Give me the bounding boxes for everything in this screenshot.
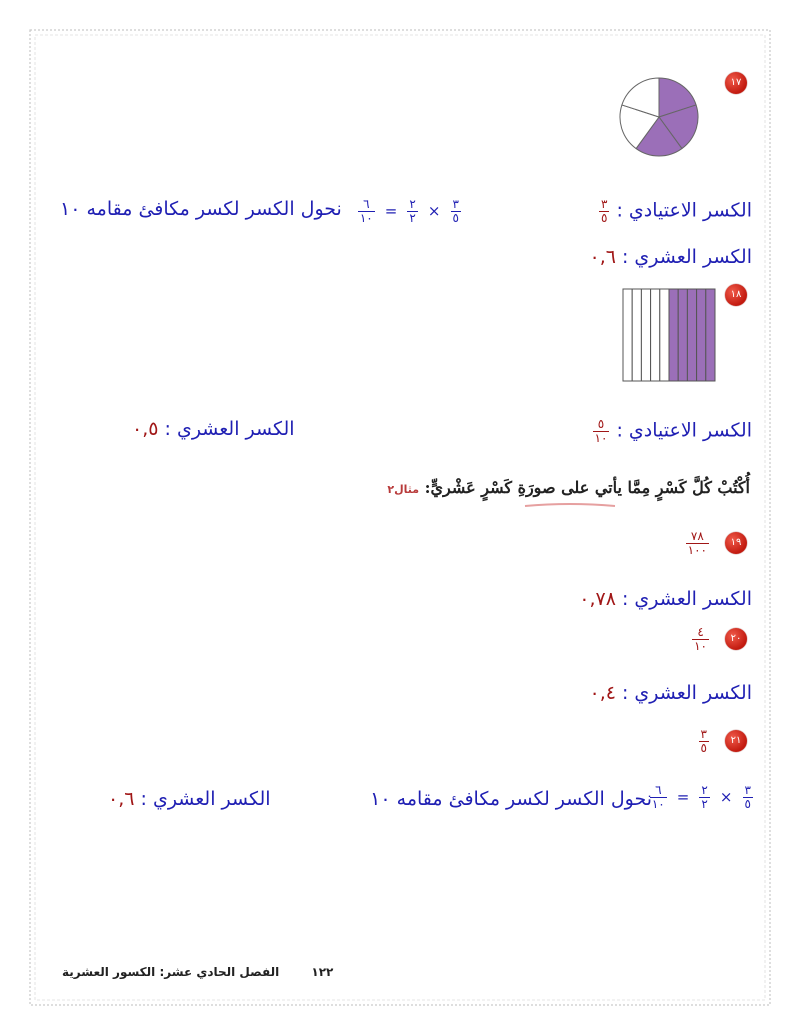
p17-eq-multiplier: $\frac{٢}{٢}$ bbox=[409, 197, 416, 225]
strip-empty bbox=[632, 289, 641, 381]
p18-answer-line bbox=[592, 418, 752, 444]
problem-badge-21: ٢١ bbox=[725, 730, 747, 752]
heading-underline bbox=[520, 500, 620, 510]
p18-common-fraction: $\frac{٥}{١٠}$ bbox=[594, 417, 608, 445]
strip-shaded bbox=[669, 289, 678, 381]
problem-badge-18: ١٨ bbox=[725, 284, 747, 306]
p17-note: نحول الكسر لكسر مكافئ مقامه ١٠ bbox=[60, 198, 342, 220]
strip-empty bbox=[660, 289, 669, 381]
p18-common-label: الكسر الاعتيادي : bbox=[616, 419, 752, 442]
p19-decimal-value: ٠,٧٨ bbox=[579, 588, 616, 610]
p21-decimal-value: ٠,٦ bbox=[108, 788, 135, 810]
strip-shaded bbox=[678, 289, 687, 381]
p17-decimal-value: ٠,٦ bbox=[589, 246, 616, 268]
problem-badge-19: ١٩ bbox=[725, 532, 747, 554]
p21-decimal-line bbox=[108, 790, 271, 809]
strip-shaded bbox=[687, 289, 696, 381]
p18-decimal-value: ٠,٥ bbox=[132, 418, 159, 440]
p21-eq-multiplier: $\frac{٢}{٢}$ bbox=[701, 783, 708, 811]
problem-badge-17: ١٧ bbox=[725, 72, 747, 94]
p21-note: نحول الكسر لكسر مكافئ مقامه ١٠ bbox=[370, 788, 652, 810]
exercise-heading bbox=[387, 478, 750, 497]
footer-page-number: ١٢٢ bbox=[311, 965, 334, 979]
p17-eq-result: $\frac{٦}{١٠}$ bbox=[359, 197, 373, 225]
p17-common-fraction: $\frac{٣}{٥}$ bbox=[600, 197, 608, 225]
p19-fraction-line bbox=[685, 530, 710, 556]
strip-empty bbox=[623, 289, 632, 381]
p21-fraction: $\frac{٣}{٥}$ bbox=[700, 727, 707, 755]
p17-decimal-label: الكسر العشري : bbox=[621, 246, 752, 268]
p20-fraction-line bbox=[691, 626, 710, 652]
p19-decimal-label: الكسر العشري : bbox=[621, 588, 752, 610]
p18-decimal-label: الكسر العشري : bbox=[164, 418, 295, 440]
footer-title: الكسور العشرية bbox=[62, 965, 156, 979]
p18-decimal-line bbox=[132, 420, 295, 439]
p20-decimal-label: الكسر العشري : bbox=[621, 682, 752, 704]
heading-text: أُكْتُبْ كُلَّ كَسْرٍ مِمَّا يأتي على صورَةِ كَسْرٍ عَشْريٍّ: bbox=[424, 478, 750, 497]
p17-common-label: الكسر الاعتيادي : bbox=[616, 199, 752, 222]
problem-badge-20: ٢٠ bbox=[725, 628, 747, 650]
example-tag: مثال٢ bbox=[387, 483, 420, 496]
p20-fraction: $\frac{٤}{١٠}$ bbox=[694, 625, 707, 653]
strip-shaded bbox=[697, 289, 706, 381]
p21-equation: $\frac{٦}{١٠}$ = $\frac{٢}{٢}$ × $\frac{٣}{٥}$ bbox=[651, 783, 751, 811]
p17-answer-line bbox=[598, 198, 752, 224]
strip-model-18 bbox=[622, 288, 718, 382]
p20-decimal-value: ٠,٤ bbox=[589, 682, 616, 704]
page-footer bbox=[62, 965, 333, 979]
p17-equation: $\frac{٦}{١٠}$ = $\frac{٢}{٢}$ × $\frac{٣}{٥}$ bbox=[359, 197, 459, 225]
p20-decimal-line bbox=[589, 684, 752, 703]
p21-decimal-label: الكسر العشري : bbox=[140, 788, 271, 810]
pie-chart-17 bbox=[613, 76, 705, 158]
strip-empty bbox=[641, 289, 650, 381]
p17-eq-original: $\frac{٣}{٥}$ bbox=[452, 197, 459, 225]
footer-chapter: الفصل الحادي عشر: bbox=[159, 965, 280, 979]
p21-eq-original: $\frac{٣}{٥}$ bbox=[744, 783, 751, 811]
strip-empty bbox=[651, 289, 660, 381]
p21-fraction-line bbox=[698, 728, 710, 754]
p19-decimal-line bbox=[579, 590, 752, 609]
p17-decimal-line bbox=[589, 248, 752, 267]
strip-shaded bbox=[706, 289, 715, 381]
p21-eq-result: $\frac{٦}{١٠}$ bbox=[651, 783, 665, 811]
p19-fraction: $\frac{٧٨}{١٠٠}$ bbox=[687, 529, 707, 557]
